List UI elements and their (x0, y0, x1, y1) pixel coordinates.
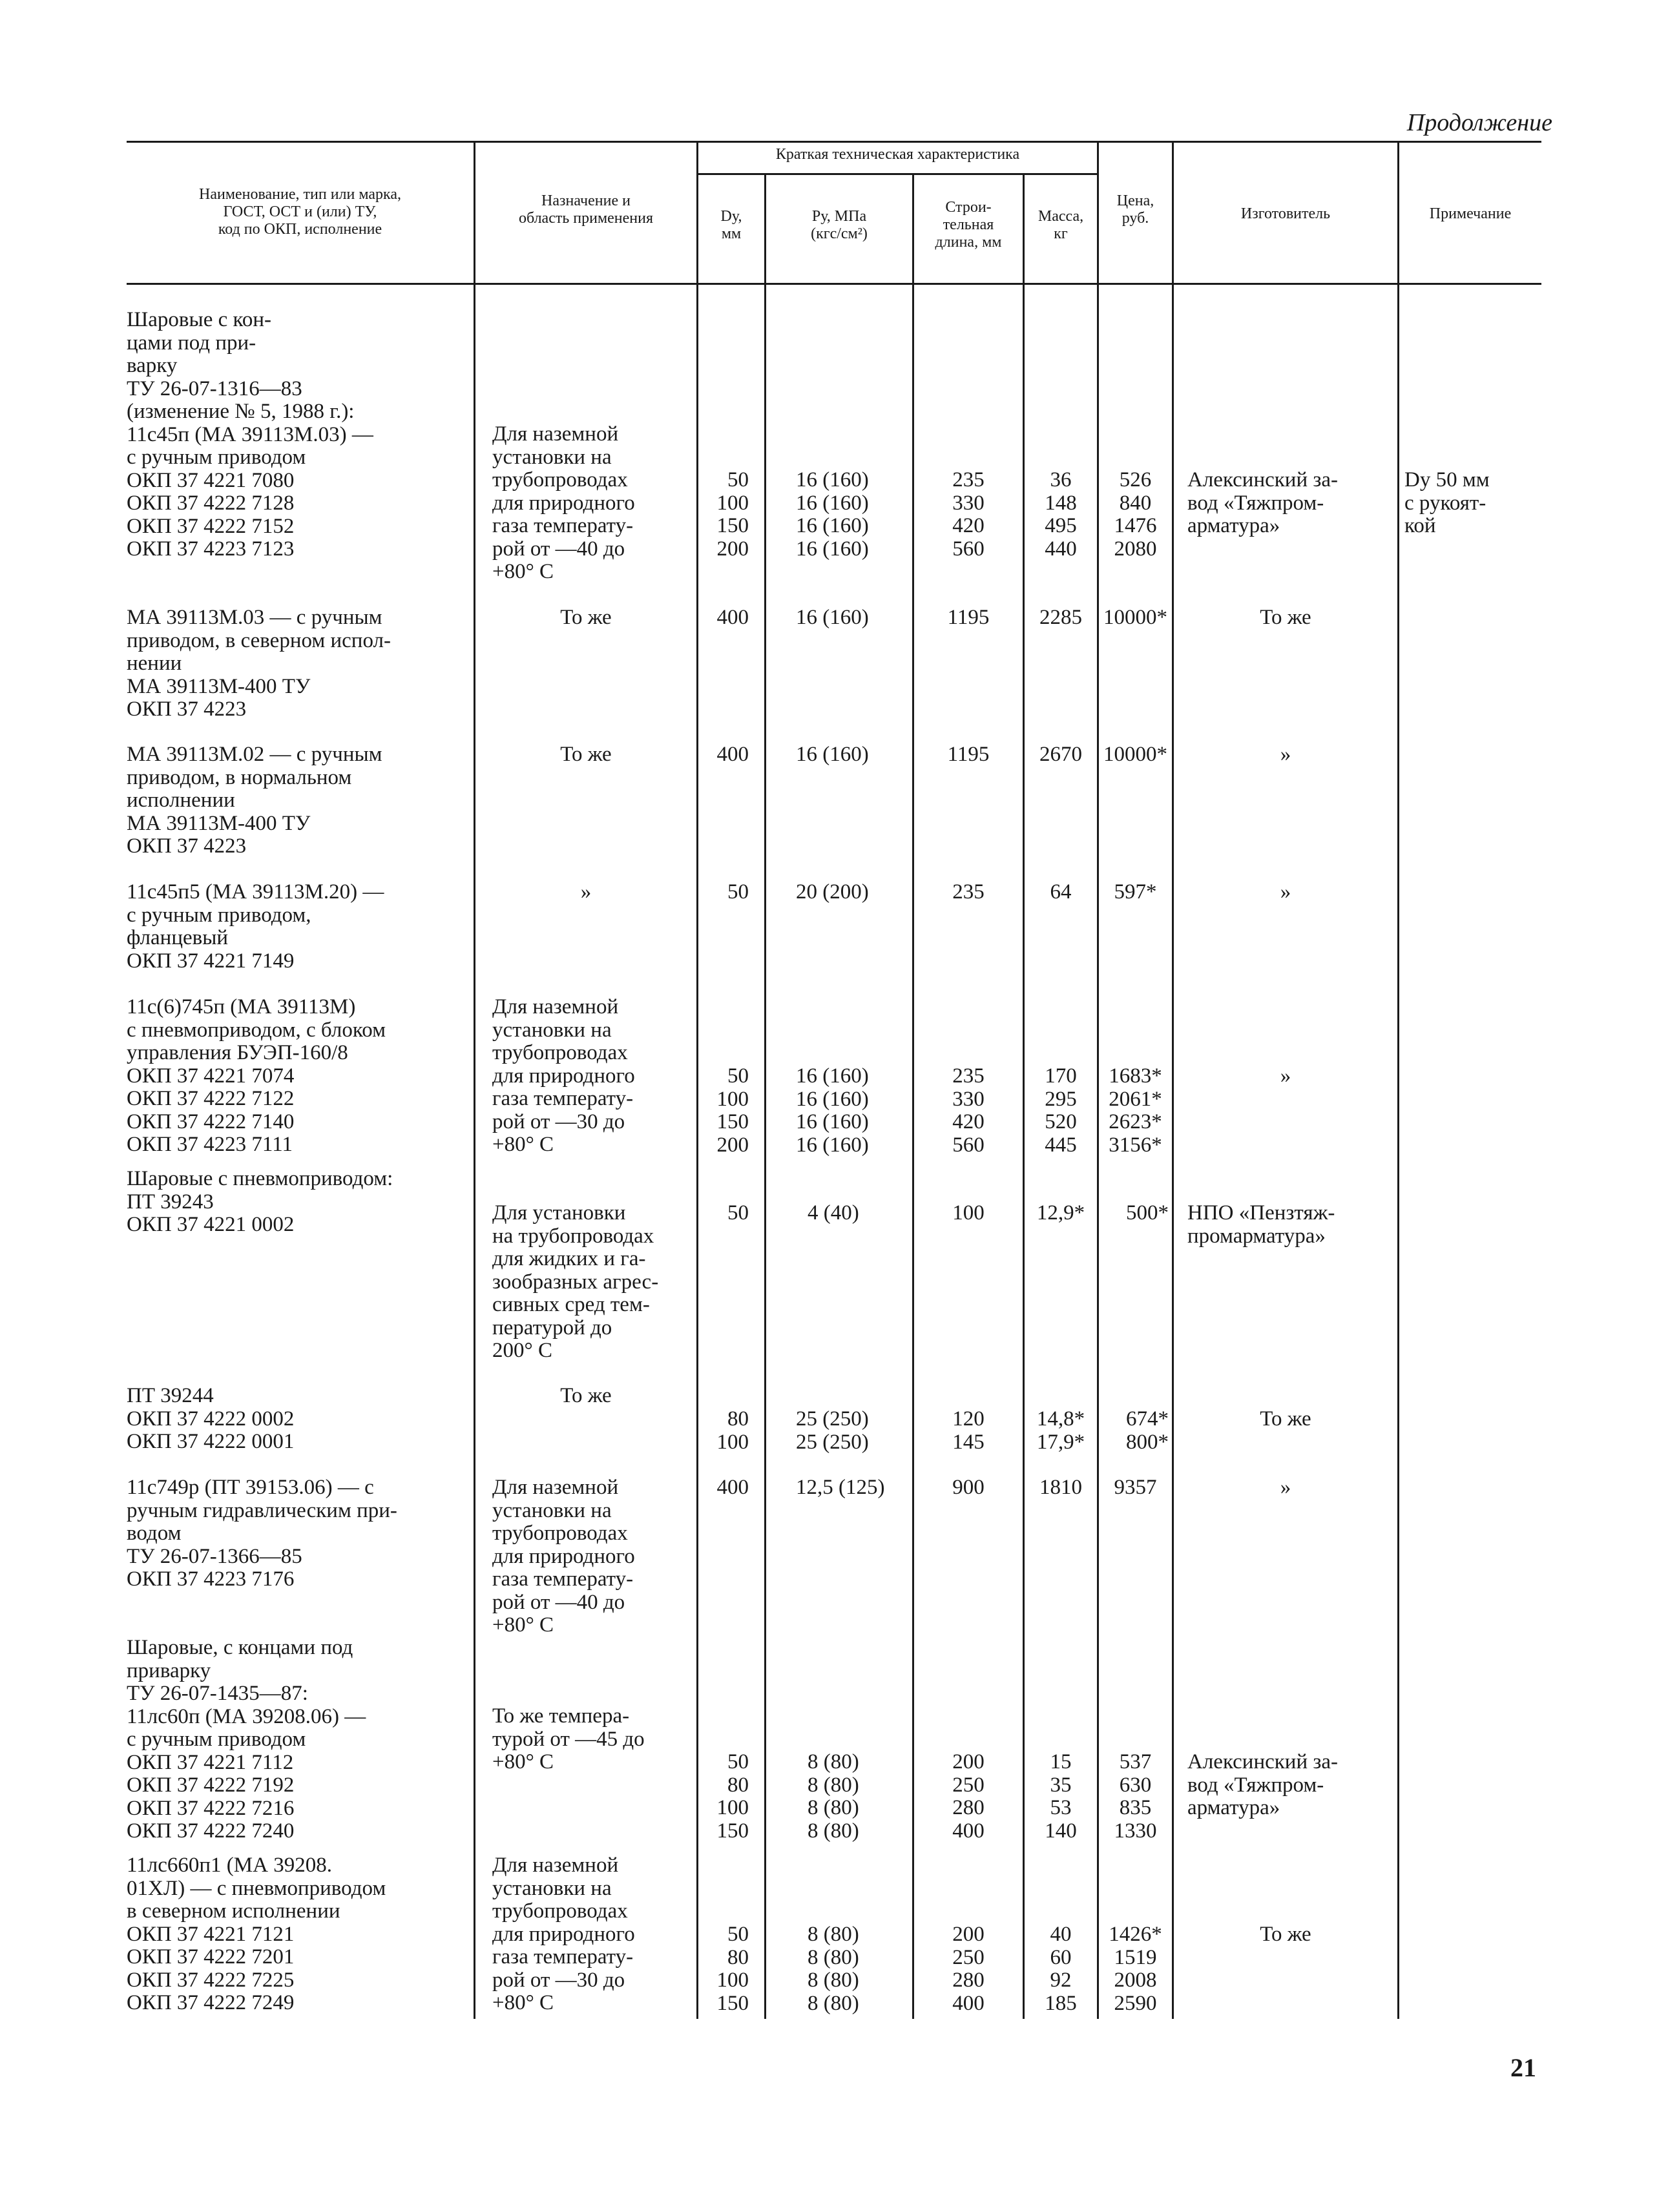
row-purpose: Для наземной установки на трубопроводах для природного газа температу- рой от —40 до +80° С (492, 1476, 635, 1637)
header-purpose: Назначение и область применения (518, 192, 654, 227)
row-maker: Алексинский за- вод «Тяжпром- арматура» (1187, 1750, 1339, 1819)
col-divider-8 (1397, 141, 1399, 2019)
row-length: 100 (952, 1201, 985, 1225)
row-length: 235 330 420 560 (952, 1064, 985, 1157)
row-py: 8 (80) 8 (80) 8 (80) 8 (80) (808, 1923, 859, 2015)
row-name: 11с749р (ПТ 39153.06) — с ручным гидравлическим при- водом ТУ 26-07-1366—85 ОКП 37 4223 7176 (127, 1476, 397, 1591)
row-purpose: Для наземной установки на трубопроводах для природного газа температу- рой от —30 до +80° С (492, 995, 635, 1156)
row-mass: 2285 (1039, 606, 1082, 629)
row-mass: 36 148 495 440 (1045, 468, 1077, 561)
row-py: 16 (160) (796, 743, 869, 766)
row-mass: 40 60 92 185 (1045, 1923, 1077, 2015)
row-py: 16 (160) (796, 606, 869, 629)
row-purpose: Для наземной установки на трубопроводах для природного газа температу- рой от —40 до +80° С (492, 422, 635, 583)
row-dy: 50 (727, 880, 749, 904)
row-dy: 50 100 150 200 (716, 1064, 749, 1157)
row-dy: 50 100 150 200 (716, 468, 749, 561)
row-py: 16 (160) 16 (160) 16 (160) 16 (160) (796, 468, 869, 561)
row-length: 200 250 280 400 (952, 1750, 985, 1843)
row-name: ПТ 39244 ОКП 37 4222 0002 ОКП 37 4222 0001 (127, 1384, 295, 1453)
row-py: 12,5 (125) (796, 1476, 885, 1499)
header-maker: Изготовитель (1240, 205, 1331, 222)
header-name: Наименование, тип или марка, ГОСТ, ОСТ и (или) ТУ, код по ОКП, исполнение (199, 186, 401, 238)
row-purpose: То же (560, 743, 612, 766)
continuation-label: Продолжение (1406, 109, 1552, 136)
row-maker: » (1280, 1476, 1291, 1499)
row-note: Dу 50 мм с рукоят- кой (1404, 468, 1490, 537)
row-name: МА 39113М.02 — с ручным приводом, в нормальном исполнении МА 39113М-400 ТУ ОКП 37 4223 (127, 743, 382, 858)
row-name: 11лс660п1 (МА 39208. 01ХЛ) — с пневмоприводом в северном исполнении ОКП 37 4221 7121 ОКП 37 4222 7201 ОКП 37 4222 7225 ОКП 37 4222 7249 (127, 1854, 386, 2014)
row-maker: Алексинский за- вод «Тяжпром- арматура» (1187, 468, 1339, 537)
col-divider-3 (764, 173, 766, 2019)
row-mass: 15 35 53 140 (1045, 1750, 1077, 1843)
row-maker: То же (1260, 1407, 1311, 1431)
page-number: 21 (1510, 2053, 1536, 2082)
header-mass: Масса, кг (1038, 208, 1084, 242)
row-purpose: То же темпера- турой от —45 до +80° С (492, 1704, 645, 1773)
row-maker: То же (1260, 606, 1311, 629)
row-maker: То же (1260, 1923, 1311, 1946)
row-py: 16 (160) 16 (160) 16 (160) 16 (160) (796, 1064, 869, 1157)
row-price: 674* 800* (1126, 1407, 1169, 1454)
row-mass: 12,9* (1036, 1201, 1085, 1225)
row-price: 537 630 835 1330 (1114, 1750, 1157, 1843)
row-price: 1426* 1519 2008 2590 (1109, 1923, 1162, 2015)
header-tech-group: Краткая техническая характеристика (775, 146, 1020, 163)
row-purpose: Для наземной установки на трубопроводах для природного газа температу- рой от —30 до +80° С (492, 1854, 635, 2014)
row-dy: 400 (716, 1476, 749, 1499)
row-dy: 400 (716, 743, 749, 766)
header-length: Строи- тельная длина, мм (935, 199, 1002, 251)
row-py: 8 (80) 8 (80) 8 (80) 8 (80) (808, 1750, 859, 1843)
table-top-rule (127, 141, 1541, 143)
row-py: 25 (250) 25 (250) (796, 1407, 869, 1454)
row-length: 235 (952, 880, 985, 904)
row-py: 4 (40) (808, 1201, 859, 1225)
header-dy: Dу, мм (720, 208, 742, 242)
row-length: 1195 (947, 743, 990, 766)
row-price: 597* (1114, 880, 1157, 904)
header-bottom-rule (127, 283, 1541, 285)
row-price: 9357 (1114, 1476, 1157, 1499)
row-dy: 50 (727, 1201, 749, 1225)
row-dy: 80 100 (716, 1407, 749, 1454)
row-name: 11с(6)745п (МА 39113М) с пневмоприводом, с блоком управления БУЭП-160/8 ОКП 37 4221 7074 ОКП 37 4222 7122 ОКП 37 4222 7140 ОКП 37 4223 7111 (127, 995, 386, 1156)
row-mass: 1810 (1039, 1476, 1082, 1499)
row-length: 900 (952, 1476, 985, 1499)
group-header-rule (696, 173, 1097, 175)
row-purpose: Для установки на трубопроводах для жидких и га- зообразных агрес- сивных сред тем- пературой до 200° С (492, 1201, 659, 1362)
row-mass: 170 295 520 445 (1045, 1064, 1077, 1157)
row-name: МА 39113М.03 — с ручным приводом, в северном испол- нении МА 39113М-400 ТУ ОКП 37 4223 (127, 606, 391, 721)
row-length: 120 145 (952, 1407, 985, 1454)
row-maker: » (1280, 880, 1291, 904)
row-name: 11с45п5 (МА 39113М.20) — с ручным приводом, фланцевый ОКП 37 4221 7149 (127, 880, 384, 973)
row-name: Шаровые с кон- цами под при- варку ТУ 26-07-1316—83 (изменение № 5, 1988 г.): 11с45п (МА 39113М.03) — с ручным приводом ОКП 37 4221 7080 ОКП 37 4222 7128 ОКП 37 4222 7152 ОКП 37 4223 7123 (127, 308, 373, 561)
row-purpose: » (580, 880, 592, 904)
row-dy: 50 80 100 150 (716, 1923, 749, 2015)
header-py: Pу, МПа (кгс/см²) (811, 208, 868, 242)
col-divider-1 (474, 141, 475, 2019)
row-price: 10000* (1103, 743, 1167, 766)
row-dy: 50 80 100 150 (716, 1750, 749, 1843)
row-mass: 14,8* 17,9* (1036, 1407, 1085, 1454)
row-name: Шаровые с пневмоприводом: ПТ 39243 ОКП 37 4221 0002 (127, 1167, 393, 1236)
header-price: Цена, руб. (1116, 192, 1154, 227)
row-price: 1683* 2061* 2623* 3156* (1109, 1064, 1162, 1157)
row-name: Шаровые, с концами под приварку ТУ 26-07-1435—87: 11лс60п (МА 39208.06) — с ручным приводом ОКП 37 4221 7112 ОКП 37 4222 7192 ОКП 37 4222 7216 ОКП 37 4222 7240 (127, 1636, 366, 1843)
row-py: 20 (200) (796, 880, 869, 904)
row-mass: 2670 (1039, 743, 1082, 766)
header-note: Примечание (1429, 205, 1512, 222)
row-dy: 400 (716, 606, 749, 629)
row-maker: НПО «Пензтяж- промарматура» (1187, 1201, 1335, 1248)
row-purpose: То же (560, 606, 612, 629)
row-length: 200 250 280 400 (952, 1923, 985, 2015)
row-price: 10000* (1103, 606, 1167, 629)
row-price: 526 840 1476 2080 (1114, 468, 1157, 561)
row-length: 235 330 420 560 (952, 468, 985, 561)
row-price: 500* (1126, 1201, 1169, 1225)
row-length: 1195 (947, 606, 990, 629)
row-mass: 64 (1050, 880, 1072, 904)
row-maker: » (1280, 743, 1291, 766)
row-purpose: То же (560, 1384, 612, 1407)
row-maker: » (1280, 1064, 1291, 1088)
